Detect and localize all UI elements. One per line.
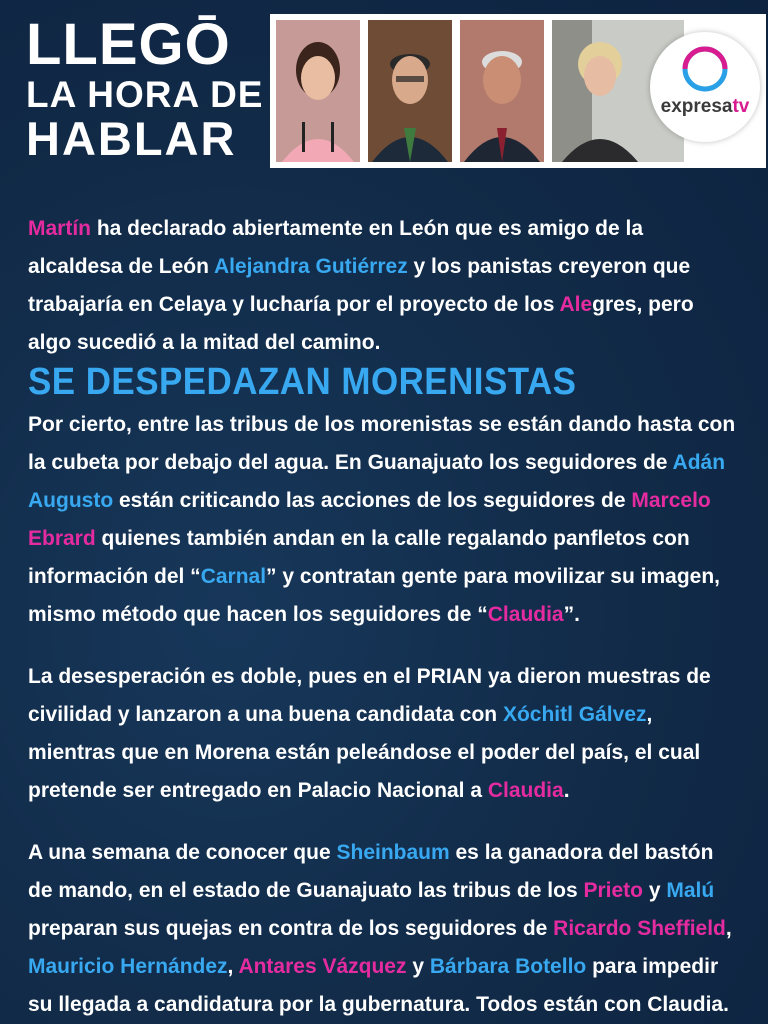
portrait-man-icon <box>460 20 544 162</box>
headline-logo <box>26 12 266 165</box>
header-banner <box>0 0 768 185</box>
paragraph-2: Por cierto, entre las tribus de los morenistas se están dando hasta con la cubeta por debajo del agua. En Guanajuato los seguidores de Adán Augusto están criticando las acciones de los seguidores de Marcelo Ebrard quienes también andan en la calle regalando panfletos con información del “Carnal” y contratan gente para movilizar su imagen, mismo método que hacen los seguidores de “Claudia”. <box>28 413 736 626</box>
portrait-woman-icon <box>276 20 360 162</box>
brand-name: expresatv <box>660 96 750 117</box>
brand-ring-icon <box>682 46 728 92</box>
portrait-photo-1 <box>276 20 360 162</box>
logo-line-1: LLEGŌ <box>26 12 231 77</box>
paragraph-3: La desesperación es doble, pues en el PRIAN ya dieron muestras de civilidad y lanzaron a una buena candidata con Xóchitl Gálvez, mientras que en Morena están peleándose el poder del país, el cual pretende ser entregado en Palacio Nacional a Claudia. <box>28 665 711 802</box>
section-title: SE DESPEDAZAN MORENISTAS <box>28 361 577 403</box>
photo-strip <box>270 14 766 168</box>
logo-line-3: HABLAR <box>26 112 237 165</box>
portrait-photo-2 <box>368 20 452 162</box>
logo-line-2: LA HORA DE <box>26 74 264 115</box>
article-body <box>28 210 742 1024</box>
paragraph-4: A una semana de conocer que Sheinbaum es la ganadora del bastón de mando, en el estado de Guanajuato las tribus de los Prieto y Malú preparan sus quejas en contra de los seguidores de Ricardo Sheffield, Mauricio Hernández, Antares Vázquez y Bárbara Botello para impedir su llegada a candidatura por la gubernatura. Todos están con Claudia. <box>28 841 732 1016</box>
paragraph-1: Martín ha declarado abiertamente en León que es amigo de la alcaldesa de León Alejandra Gutiérrez y los panistas creyeron que trabajaría en Celaya y lucharía por el proyecto de los Alegres, pero algo sucedió a la mitad del camino. <box>28 217 694 354</box>
portrait-photo-3 <box>460 20 544 162</box>
portrait-man-icon <box>368 20 452 162</box>
expresatv-logo <box>650 32 760 142</box>
